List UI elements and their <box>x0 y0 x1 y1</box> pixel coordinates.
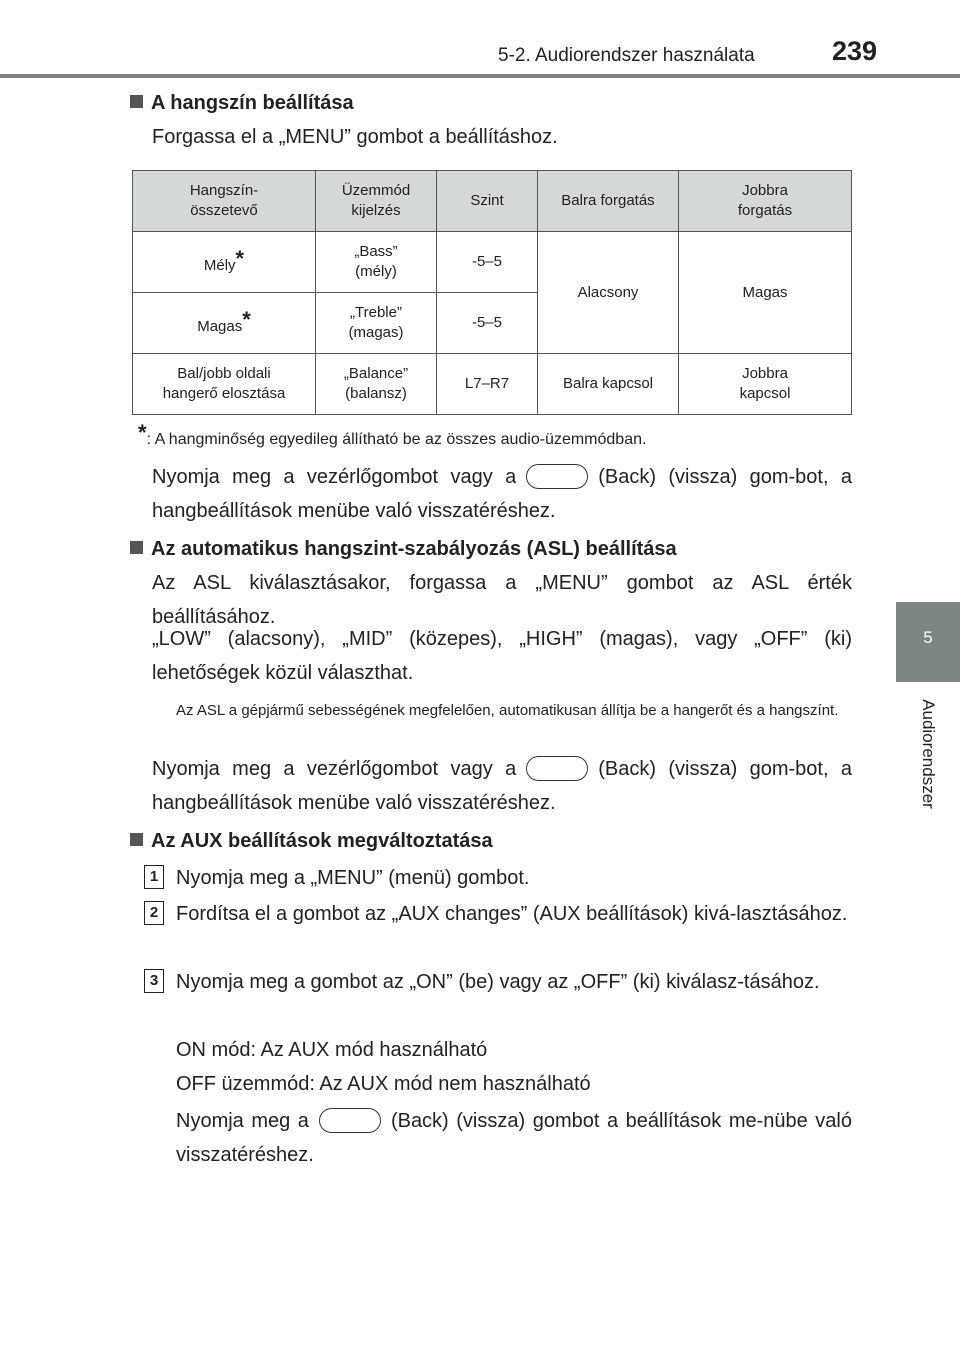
section-heading-text: Az AUX beállítások megváltoztatása <box>151 830 493 852</box>
on-mode-text: ON mód: Az AUX mód használható <box>176 1039 488 1061</box>
footnote-star: * <box>138 420 147 445</box>
table-header-cell: Balra forgatás <box>538 171 679 232</box>
section-heading-text: A hangszín beállítása <box>151 92 354 114</box>
step-text: Nyomja meg a gombot az „ON” (be) vagy az „OFF” (ki) kiválasz-tásához. <box>176 971 820 993</box>
table-row <box>133 232 852 293</box>
square-bullet-icon <box>130 833 143 846</box>
section-heading-tone <box>130 92 354 115</box>
square-bullet-icon <box>130 95 143 108</box>
back-instruction <box>152 460 852 528</box>
table-cell: „Balance” (balansz) <box>316 354 437 415</box>
table-row <box>133 354 852 415</box>
chapter-number: 5 <box>923 628 933 647</box>
table-header-cell: Jobbra forgatás <box>679 171 852 232</box>
table-cell: „Treble” (magas) <box>316 293 437 354</box>
back-instruction <box>176 1104 852 1172</box>
table-header-cell: Szint <box>437 171 538 232</box>
footnote-star: * <box>235 245 245 271</box>
back-button-icon <box>526 756 588 781</box>
asl-note: Az ASL a gépjármű sebességének megfelelően, automatikusan állítja be a hangerőt és a hangszínt. <box>176 702 839 719</box>
asl-options-paragraph: „LOW” (alacsony), „MID” (közepes), „HIGH” (magas), vagy „OFF” (ki) lehetőségek közül választhat. <box>152 628 852 684</box>
off-mode-text: OFF üzemmód: Az AUX mód nem használható <box>176 1073 591 1095</box>
table-cell: Jobbra kapcsol <box>679 354 852 415</box>
table-header-row <box>133 171 852 232</box>
table-cell: Balra kapcsol <box>538 354 679 415</box>
instruction-text: Nyomja meg a vezérlőgombot vagy a <box>152 758 517 780</box>
square-bullet-icon <box>130 541 143 554</box>
table-cell: L7–R7 <box>437 354 538 415</box>
footnote-star: * <box>242 306 251 332</box>
asl-paragraph: Az ASL kiválasztásakor, forgassa a „MENU” gombot az ASL érték beállításához. <box>152 572 852 628</box>
footnote-text: : A hangminőség egyedileg állítható be az összes audio-üzemmódban. <box>146 431 647 448</box>
chapter-label: Audiorendszer <box>919 699 938 809</box>
step-number-box: 1 <box>144 865 164 889</box>
table-cell: „Bass” (mély) <box>316 232 437 293</box>
step-text: Fordítsa el a gombot az „AUX changes” (AUX beállítások) kivá-lasztásához. <box>176 903 848 925</box>
section-heading-text: Az automatikus hangszint-szabályozás (ASL) beállítása <box>151 538 677 560</box>
table-cell: Magas <box>679 232 852 354</box>
instruction-text: Nyomja meg a vezérlőgombot vagy a <box>152 466 517 488</box>
section-heading-asl <box>130 538 677 561</box>
step-number-box: 2 <box>144 901 164 925</box>
back-button-icon <box>526 464 588 489</box>
back-button-icon <box>319 1108 381 1133</box>
step-text: Nyomja meg a „MENU” (menü) gombot. <box>176 867 530 889</box>
tone-settings-table <box>132 170 852 415</box>
table-cell-text: Magas <box>197 317 243 335</box>
instruction-text: (Back) (vissza) gombot a beállítások me-nübe való visszatéréshez. <box>176 1110 852 1166</box>
page-number: 239 <box>832 36 878 66</box>
table-footnote <box>138 420 646 449</box>
table-cell: -5–5 <box>437 232 538 293</box>
table-cell <box>133 232 316 293</box>
table-cell-text: Mély <box>203 256 236 274</box>
table-cell <box>133 293 316 354</box>
section-heading-aux <box>130 830 493 853</box>
table-header-cell: Hangszín- összetevő <box>133 171 316 232</box>
back-instruction <box>152 752 852 820</box>
header-rule <box>0 74 960 78</box>
table-header-cell: Üzemmód kijelzés <box>316 171 437 232</box>
step-number-box: 3 <box>144 969 164 993</box>
instruction-text: (Back) (vissza) gom-bot, a hangbeállítások menübe való visszatéréshez. <box>152 466 853 522</box>
instruction-text: (Back) (vissza) gom-bot, a hangbeállítások menübe való visszatéréshez. <box>152 758 853 814</box>
table-cell: Bal/jobb oldali hangerő elosztása <box>133 354 316 415</box>
instruction-text: Nyomja meg a <box>176 1110 309 1132</box>
table-cell: -5–5 <box>437 293 538 354</box>
table-cell: Alacsony <box>538 232 679 354</box>
intro-text: Forgassa el a „MENU” gombot a beállításhoz. <box>152 126 558 148</box>
section-title: 5-2. Audiorendszer használata <box>498 45 755 66</box>
